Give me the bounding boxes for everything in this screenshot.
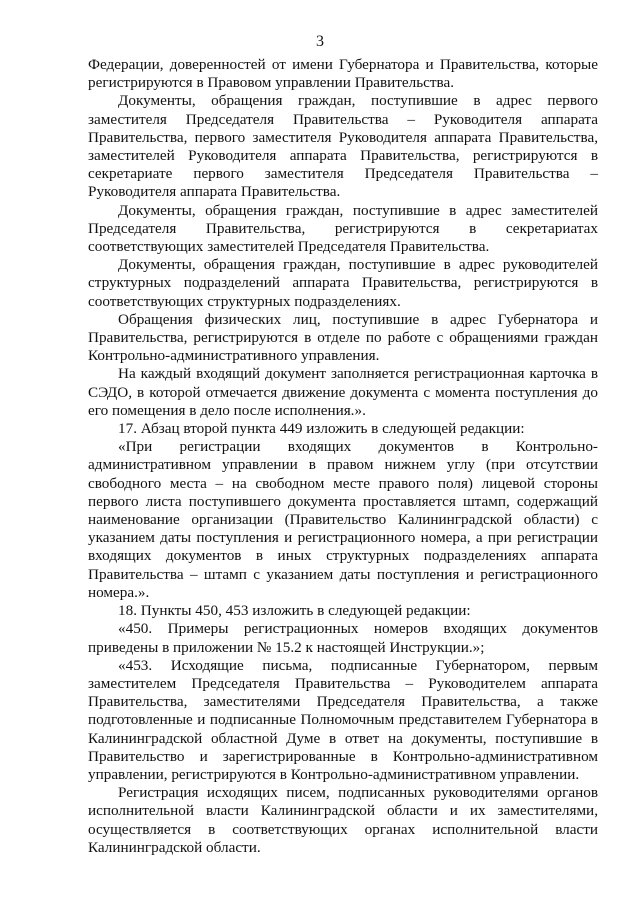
- paragraph-registration-card: На каждый входящий документ заполняется регистрационная карточка в СЭДО, в которой отмечается движение документа с момента поступления до его помещения в дело после исполнения.».: [88, 365, 598, 419]
- paragraph-item-18: 18. Пункты 450, 453 изложить в следующей редакции:: [118, 602, 471, 620]
- paragraph-first-deputy-documents: Документы, обращения граждан, поступившие в адрес первого заместителя Председателя Правительства – Руководителя аппарата Правительства, первого заместителя Руководителя аппарата Правительства, заместителей Руководителя аппарата Правительства, регистрируются в секретариате первого заместителя Председателя Правительства – Руководителя аппарата Правительства.: [88, 92, 598, 201]
- paragraph-item-17-text: «При регистрации входящих документов в Контрольно-административном управлении в правом нижнем углу (при отсутствии свободного места – на свободном месте правого поля) лицевой стороны первого листа поступившего документа проставляется штамп, содержащий наименование организации (Правительство Калининградской области) с указанием даты поступления и регистрационного номера, а при регистрации входящих документов в иных структурных подразделениях аппарата Правительства – штамп с указанием даты поступления и регистрационного номера.».: [88, 438, 598, 601]
- paragraph-outgoing-registration: Регистрация исходящих писем, подписанных руководителями органов исполнительной власти Калининградской области и их заместителями, осуществляется в соответствующих органах исполнительной власти Калининградской области.: [88, 784, 598, 856]
- page-number: 3: [316, 33, 324, 50]
- paragraph-item-450: «450. Примеры регистрационных номеров входящих документов приведены в приложении № 15.2 к настоящей Инструкции.»;: [88, 620, 598, 656]
- paragraph-item-17: 17. Абзац второй пункта 449 изложить в следующей редакции:: [118, 420, 525, 438]
- paragraph-citizen-appeals: Обращения физических лиц, поступившие в адрес Губернатора и Правительства, регистрируются в отделе по работе с обращениями граждан Контрольно-административного управления.: [88, 310, 598, 365]
- paragraph-item-453: «453. Исходящие письма, подписанные Губернатором, первым заместителем Председателя Правительства – Руководителем аппарата Правительства, заместителями Председателя Правительства, а также подготовленные и подписанные Полномочным представителем Губернатора в Калининградской областной Думе в ответ на документы, поступившие в Правительство и зарегистрированные в Контрольно-административном управлении, регистрируются в Контрольно-административном управлении.: [88, 656, 598, 783]
- document-body: [88, 56, 598, 857]
- paragraph-structural-units-documents: Документы, обращения граждан, поступившие в адрес руководителей структурных подразделений аппарата Правительства, регистрируются в соответствующих структурных подразделениях.: [88, 256, 598, 310]
- paragraph-continuation: Федерации, доверенностей от имени Губернатора и Правительства, которые регистрируются в Правовом управлении Правительства.: [88, 56, 598, 92]
- paragraph-deputies-documents: Документы, обращения граждан, поступившие в адрес заместителей Председателя Правительства, регистрируются в секретариатах соответствующих заместителей Председателя Правительства.: [88, 201, 598, 256]
